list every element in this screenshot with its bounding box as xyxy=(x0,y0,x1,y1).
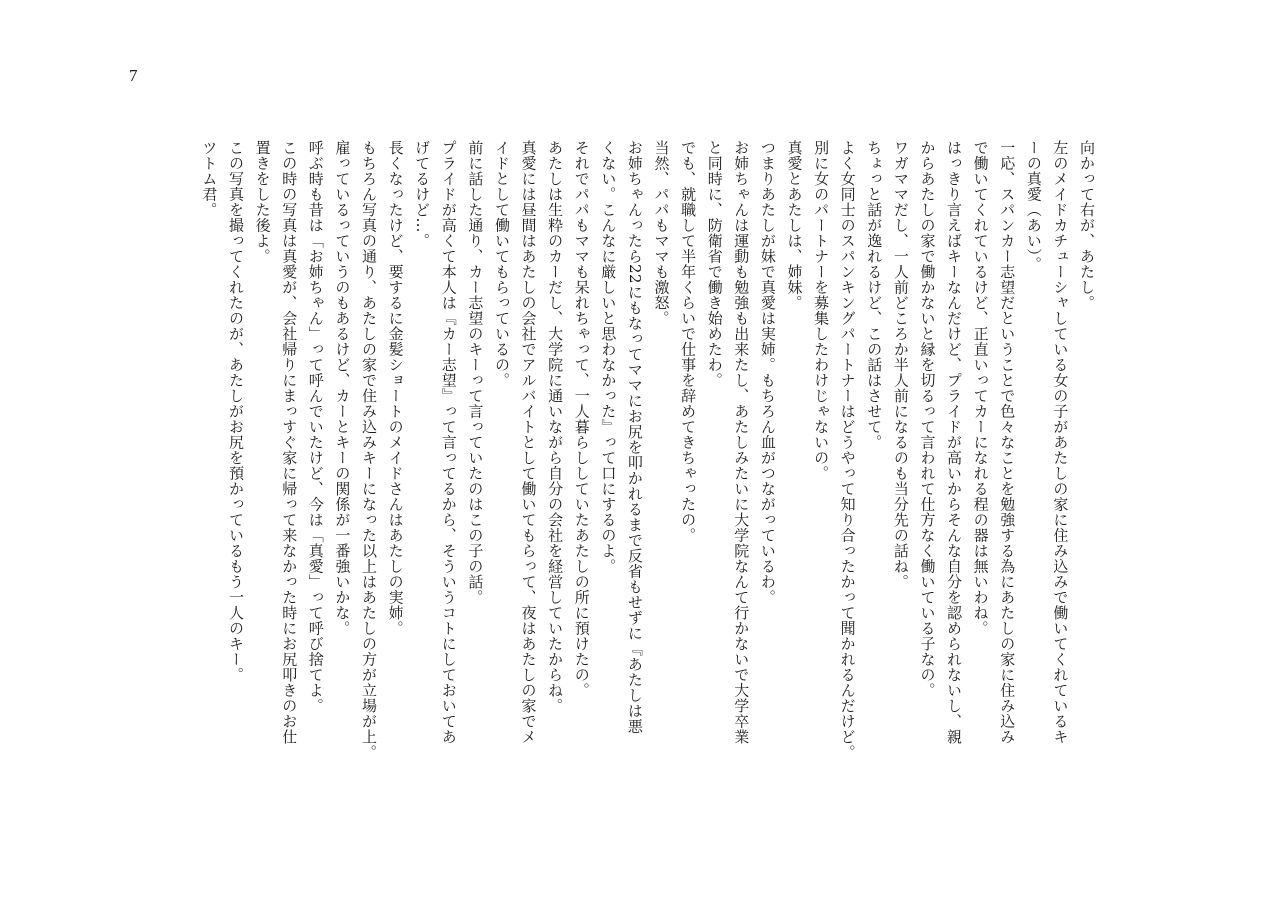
text-line: くない。こんなに厳しいと思わなかった』って口にするのよ。 xyxy=(599,140,618,574)
text-line: 置きをした後よ。 xyxy=(253,140,272,264)
text-line: 左のメイドカチューシャしている女の子があたしの家に住み込みで働いてくれているキ xyxy=(1051,140,1070,745)
text-line: ワガママだし、一人前どころか半人前になるのも当分先の話ね。 xyxy=(891,140,910,590)
text-line: イドとして働いてもらっているの。 xyxy=(492,140,511,388)
text-line: プライドが高くて本人は『カー志望』って言ってるから、そういうコトにしておいてあ xyxy=(439,140,458,745)
text-line: 雇っているっていうのもあるけど、カーとキーの関係が一番強いかな。 xyxy=(333,140,352,636)
text-line: でも、就職して半年くらいで仕事を辞めてきちゃったの。 xyxy=(679,140,698,543)
text-line: この写真を撮ってくれたのが、あたしがお尻を預かっているもう一人のキー。 xyxy=(227,140,245,683)
text-line: 長くなったけど、要するに金髪ショートのメイドさんはあたしの実姉。 xyxy=(386,140,405,636)
page-number: 7 xyxy=(129,66,138,85)
text-line: この時の写真は真愛が、会社帰りにまっすぐ家に帰って来なかった時にお尻叩きのお仕 xyxy=(280,140,299,745)
text-line: よく女同士のスパンキングパートナーはどうやって知り合ったかって聞かれるんだけど。 xyxy=(838,140,857,760)
text-line: 前に話した通り、カー志望のキーって言っていたのはこの子の話。 xyxy=(466,140,485,605)
text-line: あたしは生粋のカーだし、大学院に通いながら自分の会社を経営していたからね。 xyxy=(546,140,565,714)
text-line: 別に女のパートナーを募集したわけじゃないの。 xyxy=(812,140,831,481)
text-line: と同時に、防衛省で働き始めたわ。 xyxy=(705,140,724,388)
text-line: ーの真愛（あい）。 xyxy=(1024,140,1043,272)
text-line: もちろん写真の通り、あたしの家で住み込みキーになった以上はあたしの方が立場が上。 xyxy=(359,140,378,760)
text-line: それでパパもママも呆れちゃって、一人暮らししていたあたしの所に預けたの。 xyxy=(572,140,591,698)
text-line: はっきり言えばキーなんだけど、プライドが高いからそんな自分を認められないし、親 xyxy=(945,140,964,745)
text-line: 真愛には昼間はあたしの会社でアルバイトとして働いてもらって、夜はあたしの家でメ xyxy=(519,140,538,745)
text-line: お姉ちゃんったら22にもなってママにお尻を叩かれるまで反省もせずに『あたしは悪 xyxy=(625,140,644,734)
text-line: つまりあたしが妹で真愛は実姉。もちろん血がつながっているわ。 xyxy=(758,140,777,605)
text-line: げてるけど…。 xyxy=(413,140,432,249)
vertical-text-body xyxy=(196,140,1100,880)
text-line: 一応、スパンカー志望だということで色々なことを勉強する為にあたしの家に住み込み xyxy=(998,140,1017,745)
text-line: からあたしの家で働かないと縁を切るって言われて仕方なく働いている子なの。 xyxy=(918,140,937,698)
text-line: ツトム君。 xyxy=(200,140,219,218)
text-line: ちょっと話が逸れるけど、この話はさせて。 xyxy=(865,140,884,450)
text-line: 向かって右が、あたし。 xyxy=(1078,140,1096,311)
text-line: 呼ぶ時も昔は「お姉ちゃん」って呼んでいたけど、今は「真愛」って呼び捨てよ。 xyxy=(306,140,325,714)
text-line: で働いてくれているけど、正直いってカーになれる程の器は無いわね。 xyxy=(971,140,990,636)
text-line: 真愛とあたしは、姉妹。 xyxy=(785,140,804,311)
text-line: お姉ちゃんは運動も勉強も出来たし、あたしみたいに大学院なんて行かないで大学卒業 xyxy=(732,140,751,745)
text-line: 当然、パパもママも激怒。 xyxy=(652,140,671,326)
